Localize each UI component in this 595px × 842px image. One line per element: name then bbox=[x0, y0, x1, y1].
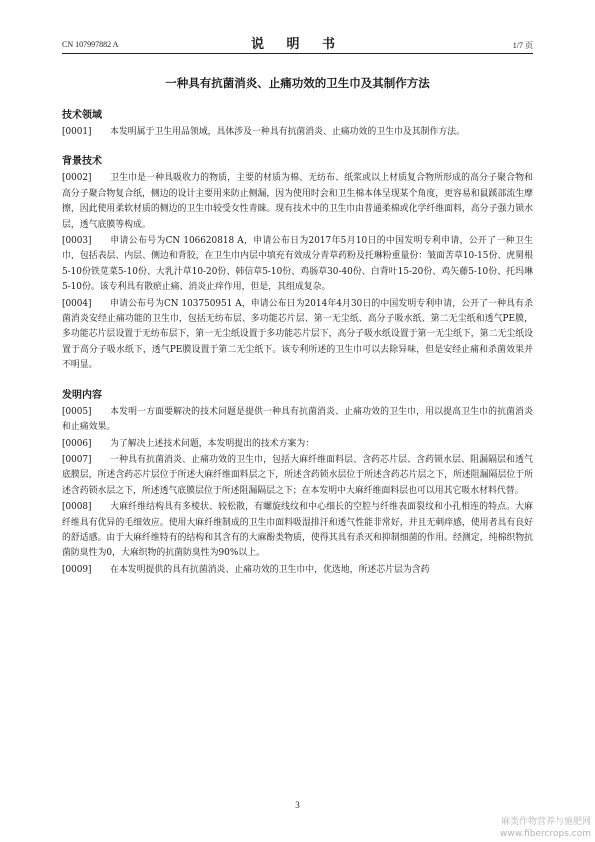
paragraph-0007 bbox=[62, 453, 533, 499]
paragraph-text: 卫生巾是一种具吸收力的物质，主要的材质为棉、无纺布、纸浆或以上材质复合物所形成的高分子聚合物和高分子聚合物复合纸，侧边的设计主要用来防止侧漏，因为使用时会和卫生棉本体呈现某个角度，更容易和鼠蹊部流生摩擦，因此使用柔软材质的侧边的卫生巾较受女性青睐。现有技术中的卫生巾由普通柔棉或化学纤维面料，高分子强力锁水层，透气底膜等构成。 bbox=[62, 173, 533, 230]
paragraph-0001 bbox=[62, 125, 533, 140]
paragraph-0004 bbox=[62, 297, 533, 374]
section-heading-summary: 发明内容 bbox=[62, 389, 102, 401]
header-rule bbox=[62, 53, 533, 54]
paragraph-number: [0003] bbox=[62, 236, 92, 247]
paragraph-0003 bbox=[62, 234, 533, 296]
paragraph-text: 一种具有抗菌消炎、止痛功效的卫生巾，包括大麻纤维面料层、含药芯片层、含药锁水层、阻漏隔层和透气底膜层，所述含药芯片层位于所述大麻纤维面料层之下，所述含药锁水层位于所述含药芯片层之下，所述阻漏隔层位于所述含药锁水层之下，所述透气底膜层位于所述阻漏隔层之下；在本发明中大麻纤维面料层也可以用其它吸水材料代替。 bbox=[62, 454, 533, 496]
paragraph-0005 bbox=[62, 405, 533, 436]
paragraph-text: 大麻纤维结构具有多棱状、较松散，有螺旋线纹和中心细长的空腔与纤维表面裂纹和小孔相连的特点。大麻纤维具有优异的毛细效应。使用大麻纤维制成的卫生巾面料吸湿排汗和透气性能非常好，并且无刺痒感，使用者具有良好的舒适感。由于大麻纤维特有的结构和其含有的大麻酚类物质，使得其具有杀灭和抑制细菌的作用。经测定，纯棉织物抗菌防臭性为0，大麻织物的抗菌防臭性为90%以上。 bbox=[62, 502, 533, 559]
page-number: 3 bbox=[295, 800, 300, 810]
document-title: 一种具有抗菌消炎、止痛功效的卫生巾及其制作方法 bbox=[165, 76, 430, 90]
page-header bbox=[62, 30, 533, 52]
paragraph-0006 bbox=[62, 437, 533, 452]
page-count: 1/7 页 bbox=[512, 41, 533, 50]
paragraph-text: 申请公布号为CN 103750951 A，申请公布日为2014年4月30日的中国发明专利申请，公开了一种具有杀菌消炎安经止痛功能的卫生巾，包括无纺布层、多功能芯片层、第一无尘纸、高分子吸水纸、第二无尘纸和透气PE膜，多功能芯片层设置于无纺布层下，第一无尘纸设置于多功能芯片层下，高分子吸水纸设置于第一无尘纸下，第二无尘纸设置于高分子吸水纸下，透气PE膜设置于第二无尘纸下。该专利所述的卫生巾可以去除异味，但是安经止痛和杀菌效果并不明显。 bbox=[62, 298, 533, 371]
publication-number: CN 107997882 A bbox=[62, 40, 119, 49]
paragraph-number: [0001] bbox=[62, 127, 92, 137]
paragraph-text: 本发明属于卫生用品领域，具体涉及一种具有抗菌消炎、止痛功效的卫生巾及其制作方法。 bbox=[110, 127, 465, 137]
watermark-url: www.fibercrops.com bbox=[500, 829, 591, 839]
paragraph-text: 在本发明提供的具有抗菌消炎、止痛功效的卫生巾中，优选地，所述芯片层为含药 bbox=[110, 564, 430, 575]
paragraph-number: [0009] bbox=[62, 564, 92, 575]
paragraph-0002 bbox=[62, 171, 533, 233]
site-watermark bbox=[500, 816, 591, 840]
section-heading-background: 背景技术 bbox=[62, 156, 102, 168]
paragraph-number: [0005] bbox=[62, 406, 92, 417]
paragraph-number: [0002] bbox=[62, 173, 92, 184]
header-title: 说 明 书 bbox=[250, 37, 345, 52]
paragraph-text: 本发明一方面要解决的技术问题是提供一种具有抗菌消炎、止痛功效的卫生巾，用以提高卫生巾的抗菌消炎和止痛效果。 bbox=[62, 406, 533, 433]
watermark-site-name: 麻类作物营养与施肥网 bbox=[500, 817, 591, 827]
paragraph-0008 bbox=[62, 500, 533, 562]
paragraph-number: [0008] bbox=[62, 502, 92, 513]
paragraph-number: [0004] bbox=[62, 298, 92, 309]
paragraph-number: [0006] bbox=[62, 438, 92, 449]
paragraph-text: 申请公布号为CN 106620818 A，申请公布日为2017年5月10日的中国发明专利申请，公开了一种卫生巾，包括表层、内层、侧边和背胶，在卫生巾内层中填充有效成分青草药粉及托琳粉重量份：皱面苦草10-15份、虎舅根5-10份铁苋菜5-10份、大乳汁草10-20份、韩信草5-10份、鸡肠草30-40份、白背叶15-20份、鸡矢藤5-10份、托玛琳5-10份。该专利具有散瘀止痛、消炎止痒作用，但是，其组成复杂。 bbox=[62, 236, 533, 293]
paragraph-number: [0007] bbox=[62, 454, 92, 465]
document-body bbox=[62, 108, 533, 579]
paragraph-0009 bbox=[62, 563, 533, 578]
section-heading-tech-field: 技术领域 bbox=[62, 110, 102, 121]
paragraph-text: 为了解决上述技术问题，本发明提出的技术方案为： bbox=[110, 438, 315, 449]
